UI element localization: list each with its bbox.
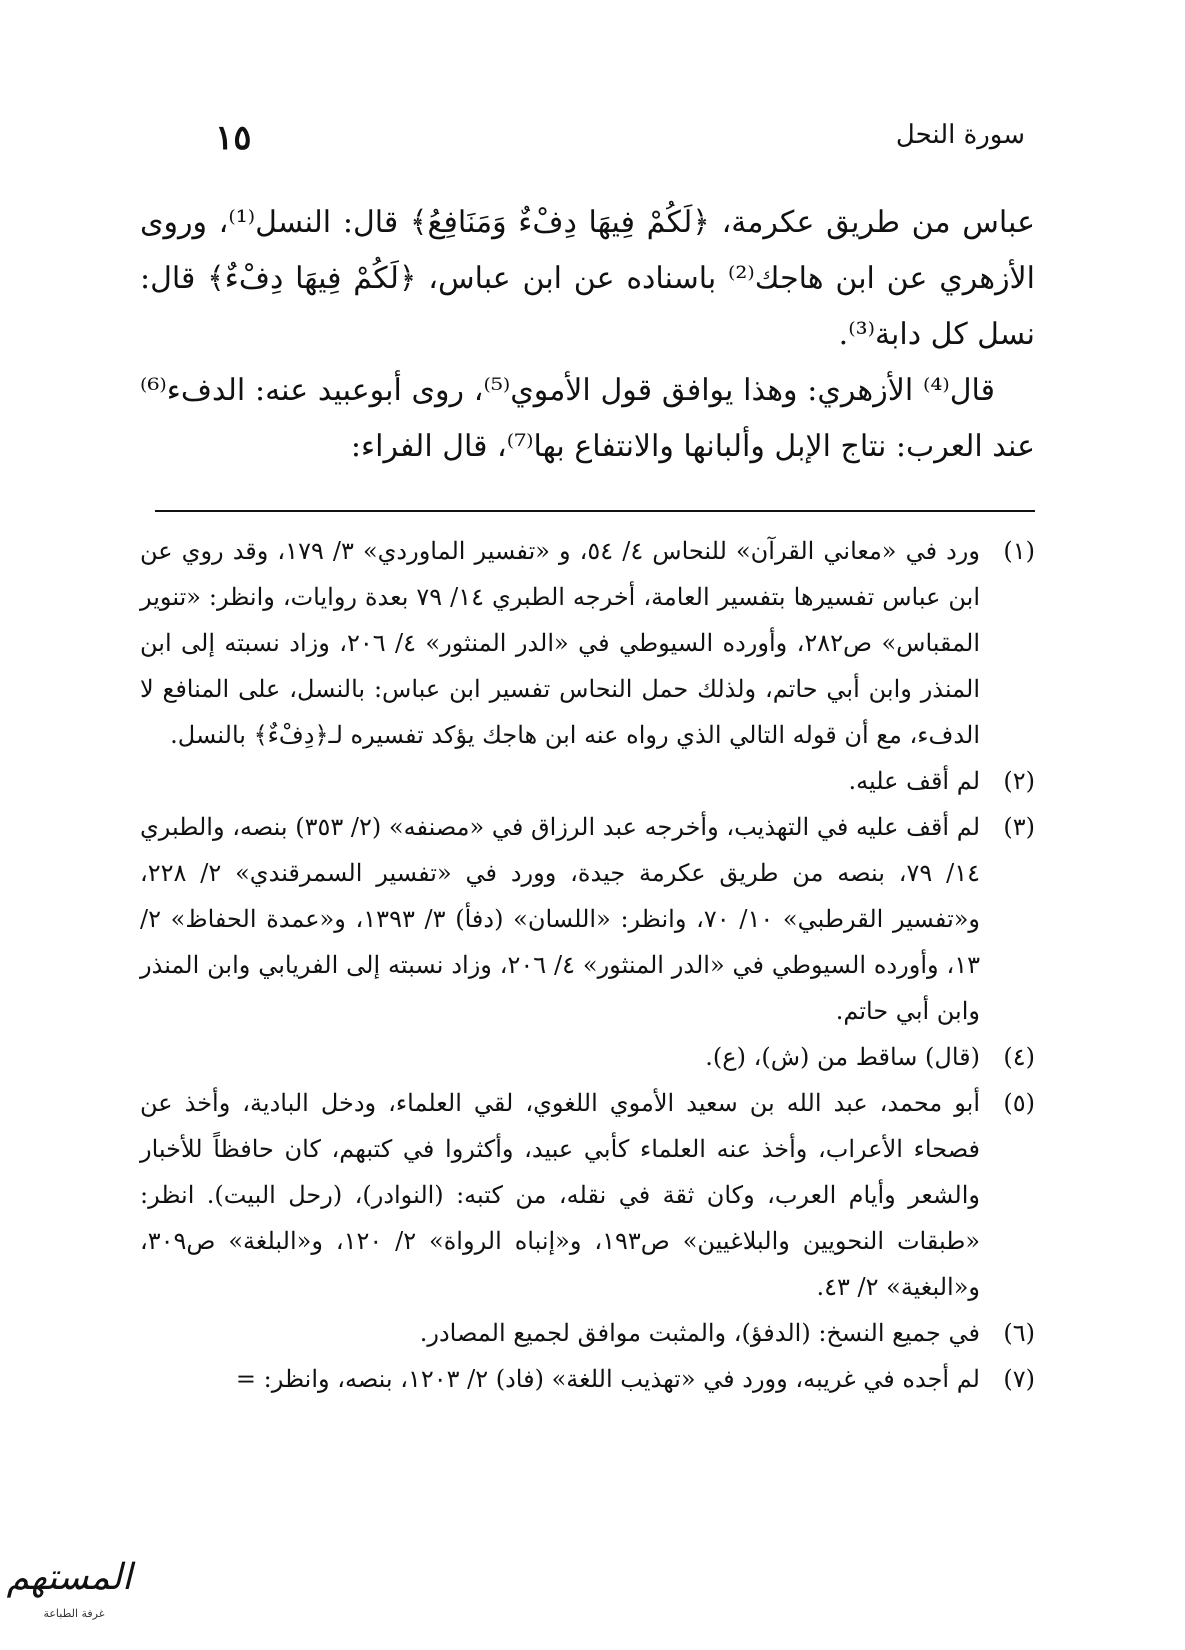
- footnote-item: [140, 1356, 1035, 1402]
- main-paragraph: قال⁽⁴⁾ الأزهري: وهذا يوافق قول الأموي⁽⁵⁾، روى أبوعبيد عنه: الدفء⁽⁶⁾ عند العرب: نتاج الإبل وألبانها والانتفاع بها⁽⁷⁾، قال الفراء:: [140, 373, 1035, 464]
- footnote-number: (٥): [1003, 1089, 1035, 1117]
- footnote-item: [140, 758, 1035, 804]
- footnote-text: لم أجده في غريبه، وورد في «تهذيب اللغة» (فاد) ٢/ ١٢٠٣، بنصه، وانظر: =: [235, 1365, 980, 1393]
- main-paragraph: عباس من طريق عكرمة، ﴿لَكُمْ فِيهَا دِفْءٌ وَمَنَافِعُ﴾ قال: النسل⁽¹⁾، وروى الأزهري عن ابن هاجك⁽²⁾ باسناده عن ابن عباس، ﴿لَكُمْ فِيهَا دِفْءٌ﴾ قال: نسل كل دابة⁽³⁾.: [140, 205, 1036, 352]
- footnote-number: (٢): [1003, 767, 1035, 795]
- publisher-logo: [6, 1555, 152, 1635]
- footnote-text: أبو محمد، عبد الله بن سعيد الأموي اللغوي، لقي العلماء، ودخل البادية، وأخذ عن فصحاء الأعراب، وأخذ عنه العلماء كأبي عبيد، وأكثروا في كتبهم، كان حافظاً للأخبار والشعر وأيام العرب، وكان ثقة في نقله، من كتبه: (النوادر)، (رحل البيت). انظر: «طبقات النحويين والبلاغيين» ص١٩٣، و«إنباه الرواة» ٢/ ١٢٠، و«البلغة» ص٣٠٩، و«البغية» ٢/ ٤٣.: [140, 1089, 981, 1301]
- footnote-item: [140, 528, 1035, 758]
- footnote-text: في جميع النسخ: (الدفؤ)، والمثبت موافق لجميع المصادر.: [419, 1319, 980, 1347]
- footnote-item: [140, 804, 1035, 1034]
- footnote-text: (قال) ساقط من (ش)، (ع).: [705, 1043, 980, 1071]
- footnote-item: [140, 1034, 1035, 1080]
- footnote-number: (٣): [1003, 813, 1035, 841]
- footnote-item: [140, 1080, 1035, 1310]
- footnote-item: [140, 1310, 1035, 1356]
- footnote-number: (٦): [1003, 1319, 1035, 1347]
- footnote-divider: [155, 510, 1035, 512]
- footnote-text: ورد في «معاني القرآن» للنحاس ٤/ ٥٤، و «تفسير الماوردي» ٣/ ١٧٩، وقد روي عن ابن عباس تفسيرها بتفسير العامة، أخرجه الطبري ١٤/ ٧٩ بعدة روايات، وانظر: «تنوير المقباس» ص٢٨٢، وأورده السيوطي في «الدر المنثور» ٤/ ٢٠٦، وزاد نسبته إلى ابن المنذر وابن أبي حاتم، ولذلك حمل النحاس تفسير ابن عباس: بالنسل، على المنافع لا الدفء، مع أن قوله التالي الذي رواه عنه ابن هاجك يؤكد تفسيره لـ﴿دِفْءٌ﴾ بالنسل.: [140, 537, 980, 749]
- footnote-text: لم أقف عليه في التهذيب، وأخرجه عبد الرزاق في «مصنفه» (٢/ ٣٥٣) بنصه، والطبري ١٤/ ٧٩، بنصه من طريق عكرمة جيدة، وورد في «تفسير السمرقندي» ٢/ ٢٢٨، و«تفسير القرطبي» ١٠/ ٧٠، وانظر: «اللسان» (دفأ) ٣/ ١٣٩٣، و«عمدة الحفاظ» ٢/ ١٣، وأورده السيوطي في «الدر المنثور» ٤/ ٢٠٦، وزاد نسبته إلى الفريابي وابن المنذر وابن أبي حاتم.: [140, 813, 981, 1025]
- footnote-number: (٤): [1003, 1043, 1035, 1071]
- logo-text: المستهم: [6, 1557, 132, 1598]
- footnotes: [140, 528, 1035, 1402]
- logo-subtext: غرفة الطباعة: [43, 1607, 105, 1620]
- footnote-number: (١): [1003, 537, 1035, 565]
- footnote-text: لم أقف عليه.: [848, 767, 980, 795]
- main-text: [140, 195, 1035, 475]
- page-number: ١٥: [215, 118, 252, 158]
- footnote-number: (٧): [1003, 1365, 1035, 1393]
- chapter-title: سورة النحل: [895, 120, 1025, 150]
